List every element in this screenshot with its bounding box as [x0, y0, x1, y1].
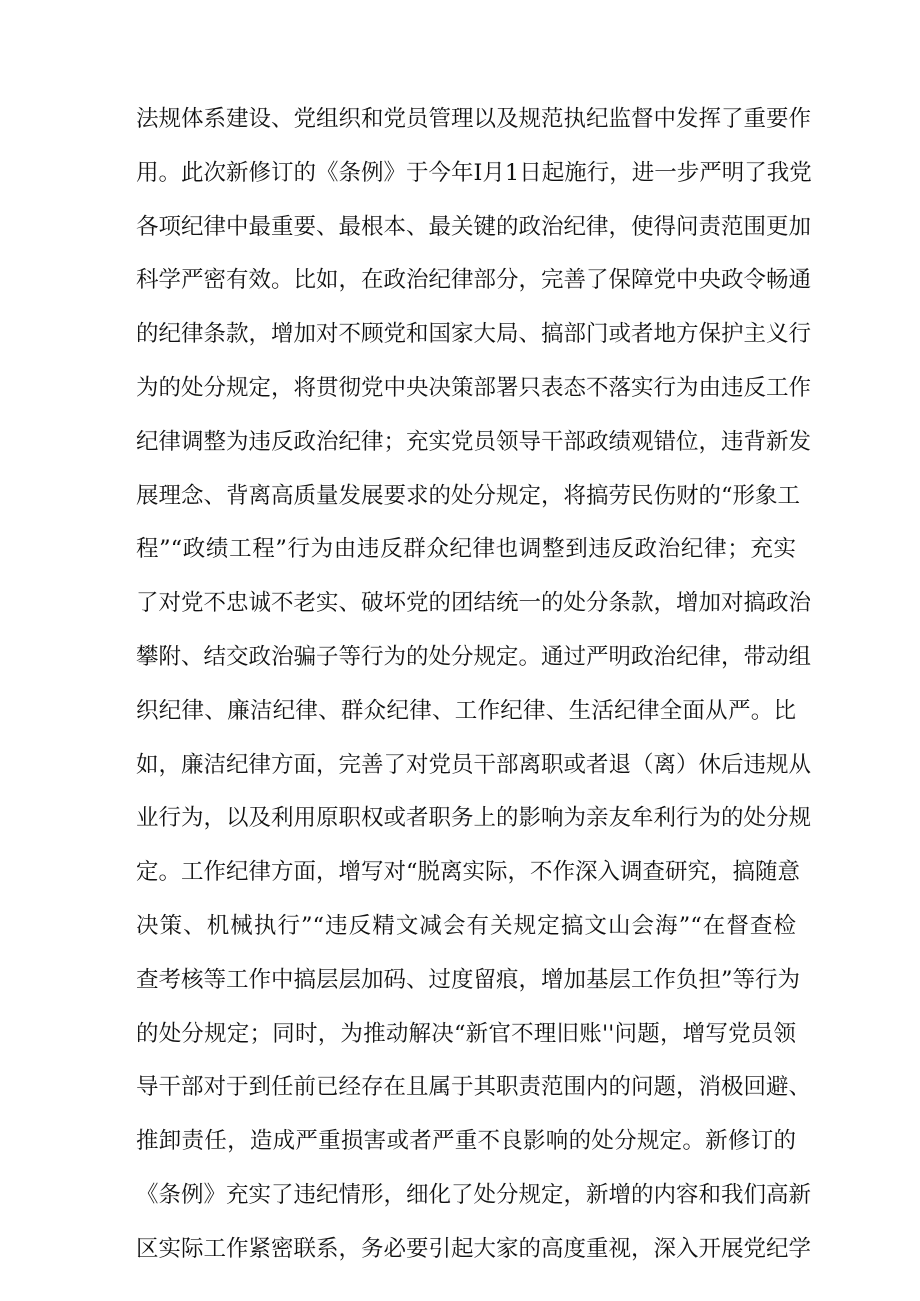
text-line: 法规体系建设、党组织和党员管理以及规范执纪监督中发挥了重要作: [136, 106, 812, 132]
text-line: 科学严密有效。比如，在政治纪律部分，完善了保障党中央政令畅通: [136, 267, 812, 294]
text-line: 的纪律条款，增加对不顾党和国家大局、搞部门或者地方保护主义行: [136, 321, 812, 348]
text-line: 各项纪律中最重要、最根本、最关键的政治纪律，使得问责范围更加: [136, 213, 812, 240]
text-line: 导干部对于到任前已经存在且属于其职责范围内的问题，消极回避、: [136, 1074, 812, 1101]
text-line: 的处分规定；同时，为推动解决“新官不理旧账''问题，增写党员领: [136, 1020, 796, 1047]
text-line: 推卸责任，造成严重损害或者严重不良影响的处分规定。新修订的: [136, 1128, 796, 1155]
text-line: 定。工作纪律方面，增写对“脱离实际，不作深入调查研究，搞随意: [136, 859, 801, 886]
text-line: 纪律调整为违反政治纪律；充实党员领导干部政绩观错位，违背新发: [136, 428, 812, 455]
text-line: 决策、机械执行”“违反精文减会有关规定搞文山会海”“在督查检: [136, 912, 796, 939]
text-line: 如，廉洁纪律方面，完善了对党员干部离职或者退（离）休后违规从: [136, 751, 812, 778]
text-line: 查考核等工作中搞层层加码、过度留痕，增加基层工作负担”等行为: [136, 966, 801, 993]
text-line: 《条例》充实了违纪情形，细化了处分规定，新增的内容和我们高新: [136, 1181, 812, 1208]
text-line: 程”“政绩工程”行为由违反群众纪律也调整到违反政治纪律；充实: [136, 536, 796, 563]
text-line: 展理念、背离高质量发展要求的处分规定，将搞劳民伤财的“形象工: [136, 482, 801, 509]
text-line: 了对党不忠诚不老实、破坏党的团结统一的处分条款，增加对搞政治: [136, 590, 812, 617]
text-line: 为的处分规定，将贯彻党中央决策部署只表态不落实行为由违反工作: [136, 374, 812, 401]
text-line: 织纪律、廉洁纪律、群众纪律、工作纪律、生活纪律全面从严。比: [136, 697, 796, 724]
text-line: 区实际工作紧密联系，务必要引起大家的高度重视，深入开展党纪学: [136, 1235, 812, 1262]
text-line: 业行为，以及利用原职权或者职务上的影响为亲友牟利行为的处分规: [136, 805, 812, 832]
text-line: 用。此次新修订的《条例》于今年I月1日起施行，进一步严明了我党: [136, 159, 812, 186]
body-paragraph: [136, 93, 812, 1277]
text-line: 攀附、结交政治骗子等行为的处分规定。通过严明政治纪律，带动组: [136, 643, 812, 670]
